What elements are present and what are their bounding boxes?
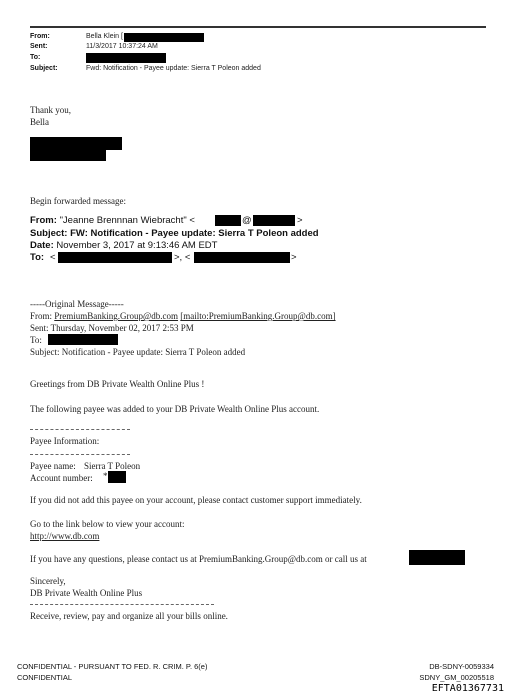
payee-information-heading: Payee Information: — [30, 436, 100, 446]
header-subject-value: Fwd: Notification - Payee update: Sierra T Poleon added — [86, 65, 261, 72]
fwd-subject-label: Subject: — [30, 228, 68, 239]
message-go-to-link: Go to the link below to view your account: — [30, 519, 185, 529]
message-sincerely: Sincerely, — [30, 576, 66, 586]
redaction-block — [194, 252, 290, 263]
body-thanks: Thank you, — [30, 105, 71, 115]
orig-from-mailto-link[interactable]: [mailto:PremiumBanking.Group@db.com] — [180, 311, 336, 321]
fwd-from-at: @ — [242, 215, 252, 226]
begin-forwarded-message: Begin forwarded message: — [30, 196, 126, 206]
footer-bates-sdny: SDNY_GM_00205518 — [419, 673, 494, 682]
orig-to-label: To: — [30, 335, 42, 345]
orig-from-label: From: — [30, 311, 53, 321]
orig-sent-label: Sent: — [30, 323, 49, 333]
header-top-rule — [30, 26, 486, 28]
redaction-block — [124, 33, 204, 42]
original-message-heading: -----Original Message----- — [30, 299, 124, 309]
orig-sent-value: Thursday, November 02, 2017 2:53 PM — [50, 323, 194, 333]
redaction-block — [215, 215, 241, 226]
orig-from-email-link[interactable]: PremiumBanking.Group@db.com — [54, 311, 179, 321]
account-number-label: Account number: — [30, 473, 93, 483]
message-questions: If you have any questions, please contact us at PremiumBanking.Group@db.com or call us at — [30, 554, 367, 564]
fwd-date-value: November 3, 2017 at 9:13:46 AM EDT — [56, 240, 218, 251]
message-payee-added: The following payee was added to your DB Private Wealth Online Plus account. — [30, 404, 320, 414]
header-to-label: To: — [30, 54, 41, 61]
footer-bates-db: DB-SDNY-0059334 — [429, 662, 494, 671]
redaction-block — [108, 471, 126, 483]
message-greeting: Greetings from DB Private Wealth Online Plus ! — [30, 379, 205, 389]
fwd-to-mid: >, < — [174, 252, 191, 263]
fwd-from-label: From: — [30, 215, 57, 226]
redaction-block — [58, 252, 172, 263]
message-not-added: If you did not add this payee on your account, please contact customer support immediately. — [30, 495, 362, 505]
redaction-block — [48, 334, 118, 345]
orig-from-line — [30, 311, 336, 321]
header-sent-label: Sent: — [30, 43, 48, 50]
header-from-value: Bella Klein [ — [86, 33, 123, 40]
footer-efta-number: EFTA01367731 — [431, 683, 504, 694]
account-number-prefix: * — [103, 471, 108, 481]
divider-dashed — [30, 454, 130, 455]
footer-confidential: CONFIDENTIAL — [17, 673, 73, 682]
db-website-link[interactable]: http://www.db.com — [30, 531, 100, 541]
body-signature: Bella — [30, 117, 49, 127]
fwd-date-label: Date: — [30, 240, 54, 251]
redaction-block — [30, 150, 106, 161]
payee-name-line — [30, 461, 140, 471]
redaction-block — [86, 53, 166, 63]
orig-sent-line — [30, 323, 194, 333]
redaction-block — [30, 137, 122, 150]
message-sender: DB Private Wealth Online Plus — [30, 588, 143, 598]
fwd-to-open: < — [50, 252, 56, 263]
fwd-from-close: > — [297, 215, 303, 226]
fwd-date-line — [30, 240, 217, 251]
fwd-to-label: To: — [30, 252, 45, 263]
orig-subject-line — [30, 347, 245, 357]
fwd-subject-value: FW: Notification - Payee update: Sierra T Poleon added — [70, 228, 319, 239]
message-tagline: Receive, review, pay and organize all your bills online. — [30, 611, 228, 621]
header-sent-value: 11/3/2017 10:37:24 AM — [86, 43, 158, 50]
header-subject-label: Subject: — [30, 65, 58, 72]
header-from-label: From: — [30, 33, 50, 40]
fwd-from-line — [30, 215, 195, 226]
footer-confidential-grand-jury: CONFIDENTIAL - PURSUANT TO FED. R. CRIM. P. 6(e) — [17, 662, 208, 671]
divider-dashed — [30, 604, 214, 605]
payee-name-value: Sierra T Poleon — [83, 461, 141, 471]
divider-dashed — [30, 429, 130, 430]
orig-subject-label: Subject: — [30, 347, 60, 357]
fwd-from-value: "Jeanne Brennnan Wiebracht" < — [59, 215, 195, 226]
orig-subject-value: Notification - Payee update: Sierra T Poleon added — [61, 347, 246, 357]
payee-name-label: Payee name: — [30, 461, 76, 471]
redaction-block — [409, 550, 465, 565]
fwd-to-close: > — [291, 252, 297, 263]
redaction-block — [253, 215, 295, 226]
fwd-subject-line — [30, 228, 319, 239]
